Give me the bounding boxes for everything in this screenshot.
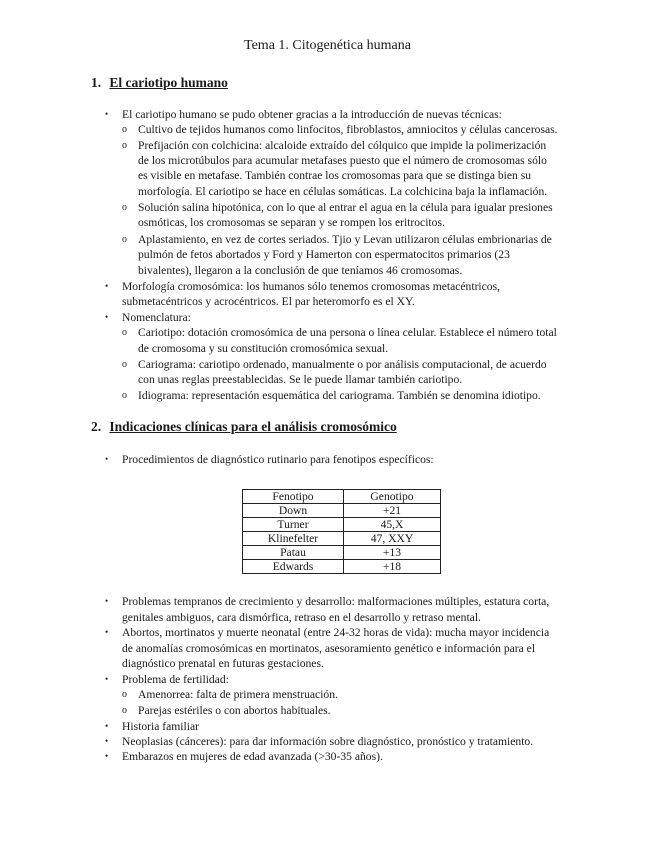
list-item: Problema de fertilidad: [122,673,229,686]
bullet-icon: • [105,736,109,746]
table-header-row [243,490,441,504]
bullet-icon: • [105,454,109,464]
table-cell: 47, XXY [344,532,441,546]
section-1-heading [91,75,228,91]
list-item: Historia familiar [122,720,199,733]
sub-bullet-icon: o [122,234,127,245]
sub-bullet-icon: o [122,390,127,401]
sub-bullet-icon: o [122,140,127,151]
section-2-heading [91,419,397,435]
table-cell: Patau [243,546,344,560]
section-2-number: 2. [91,419,102,434]
bullet-icon: • [105,627,109,637]
table-cell: Turner [243,518,344,532]
sub-list-item-line: de los microtúbulos para acumular metafases puesto que el número de cromosomas sólo [138,154,547,167]
sub-list-item-line: con unas reglas preestablecidas. Se le puede llamar también cariotipo. [138,373,463,386]
bullet-icon: • [105,751,109,761]
table-row [243,532,441,546]
sub-list-item-line: bivalentes), llegaron a la conclusión de que teníamos 46 cromosomas. [138,264,463,277]
bullet-icon: • [105,674,109,684]
bullet-icon: • [105,281,109,291]
sub-list-item-line: Aplastamiento, en vez de cortes seriados. Tjio y Levan utilizaron células embrionarias de [138,233,552,246]
list-item-line: genitales ambiguos, cara dismórfica, retraso en el desarrollo y retraso mental. [122,611,481,624]
sub-list-item: Idiograma: representación esquemática del cariograma. También se denomina idiotipo. [138,389,541,402]
sub-bullet-icon: o [122,689,127,700]
table-header-cell: Fenotipo [243,490,344,504]
document-title: Tema 1. Citogenética humana [244,38,411,53]
sub-list-item: Cultivo de tejidos humanos como linfocitos, fibroblastos, amniocitos y células cancerosas. [138,123,558,136]
bullet-icon: • [105,721,109,731]
genotype-table [242,489,441,574]
sub-bullet-icon: o [122,705,127,716]
list-item-line: submetacéntricos y acrocéntricos. El par heteromorfo es el XY. [122,295,415,308]
sub-list-item-line: Cariotipo: dotación cromosómica de una persona o línea celular. Establece el número total [138,326,557,339]
sub-list-item-line: osmóticas, los cromosomas se separan y se rompen los eritrocitos. [138,216,445,229]
list-item: Embarazos en mujeres de edad avanzada (>30-35 años). [122,750,383,763]
sub-list-item-line: morfología. El cariotipo se hace en células somáticas. La colchicina baja la inflamación. [138,185,548,198]
list-item-line: Morfología cromosómica: los humanos sólo tenemos cromosomas metacéntricos, [122,280,501,293]
sub-bullet-icon: o [122,202,127,213]
bullet-icon: • [105,109,109,119]
table-row [243,546,441,560]
sub-bullet-icon: o [122,327,127,338]
sub-bullet-icon: o [122,124,127,135]
section-1-title: El cariotipo humano [109,75,228,90]
sub-list-item: Parejas estériles o con abortos habituales. [138,704,331,717]
table-row [243,560,441,574]
list-item: Procedimientos de diagnóstico rutinario para fenotipos específicos: [122,453,434,466]
list-item: El cariotipo humano se pudo obtener gracias a la introducción de nuevas técnicas: [122,108,502,121]
table-cell: Down [243,504,344,518]
list-item-line: diagnóstico prenatal en futuras gestaciones. [122,657,324,670]
bullet-icon: • [105,312,109,322]
sub-bullet-icon: o [122,359,127,370]
sub-list-item-line: Prefijación con colchicina: alcaloide extraído del cólquico que impide la polimerización [138,139,547,152]
table-cell: +13 [344,546,441,560]
list-item-line: Abortos, mortinatos y muerte neonatal (entre 24-32 horas de vida): mucha mayor incidencia [122,626,550,639]
list-item: Neoplasias (cánceres): para dar información sobre diagnóstico, pronóstico y tratamiento. [122,735,534,748]
table-cell: Edwards [243,560,344,574]
section-1-number: 1. [91,75,102,90]
table-row [243,518,441,532]
table-header-cell: Genotipo [344,490,441,504]
list-item: Nomenclatura: [122,311,191,324]
list-item-line: Problemas tempranos de crecimiento y desarrollo: malformaciones múltiples, estatura corta, [122,595,550,608]
table-row [243,504,441,518]
section-2-title: Indicaciones clínicas para el análisis cromosómico [109,419,397,434]
sub-list-item: Amenorrea: falta de primera menstruación. [138,688,338,701]
table-cell: Klinefelter [243,532,344,546]
table-cell: 45,X [344,518,441,532]
table-cell: +18 [344,560,441,574]
sub-list-item-line: de cromosoma y su constitución cromosómica sexual. [138,342,389,355]
sub-list-item-line: Solución salina hipotónica, con lo que al entrar el agua en la célula para igualar presiones [138,201,553,214]
sub-list-item-line: es visible en metafase. También contrae los cromosomas para que se distinga bien su [138,169,532,182]
sub-list-item-line: pulmón de fetos abortados y Ford y Hamerton con espermatocitos primarios (23 [138,248,510,261]
table-cell: +21 [344,504,441,518]
sub-list-item-line: Cariograma: cariotipo ordenado, manualmente o por análisis computacional, de acuerdo [138,358,547,371]
bullet-icon: • [105,596,109,606]
list-item-line: de anomalías cromosómicas en mortinatos, asesoramiento genético e información para el [122,642,536,655]
